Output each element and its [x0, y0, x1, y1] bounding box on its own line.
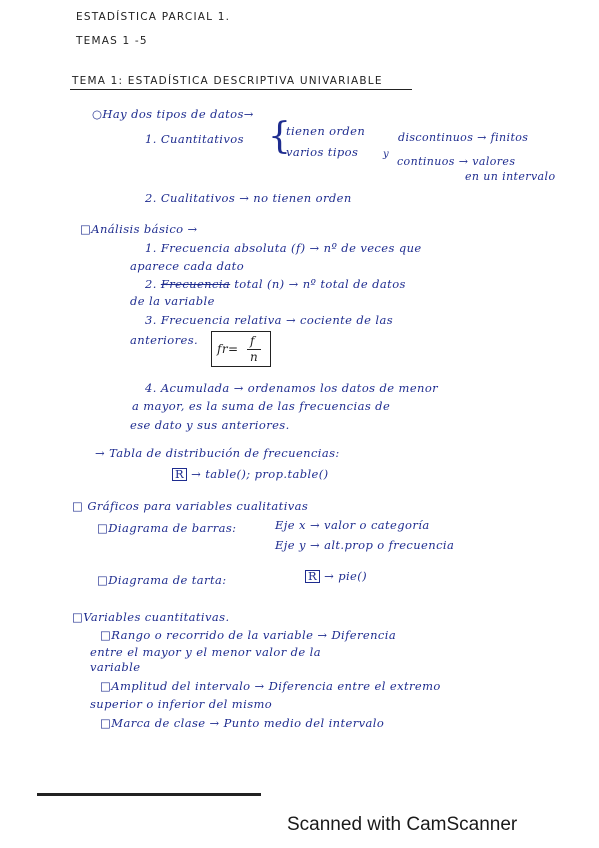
tema1-heading: TEMA 1: ESTADÍSTICA DESCRIPTIVA UNIVARIABLE [72, 75, 383, 87]
cuant-varios-tipos: varios tipos [286, 145, 359, 159]
rango-line-2: entre el mayor y el menor valor de la [90, 645, 322, 659]
continuos-line: continuos → valores [397, 155, 516, 168]
r-logo-icon: R [305, 570, 320, 583]
rango-line-3: variable [90, 660, 141, 674]
cuantitativas-heading: □Variables cuantitativas. [72, 610, 230, 624]
discontinuos-line: discontinuos → finitos [398, 131, 529, 144]
amplitud-line-2: superior o inferior del mismo [90, 697, 273, 711]
acumulada-line-3: ese dato y sus anteriores. [130, 418, 290, 432]
tabla-code-line [172, 467, 329, 481]
frecuencia-total-line [145, 277, 406, 291]
heading-underline [70, 89, 412, 90]
f2-number: 2. [145, 277, 157, 291]
cuantitativos-label: 1. Cuantitativos [145, 132, 244, 146]
cuant-tienen-orden: tienen orden [286, 124, 366, 138]
cualitativos-line: 2. Cualitativos → no tienen orden [145, 191, 352, 205]
pie-code-line [305, 569, 367, 583]
amplitud-line: □Amplitud del intervalo → Diferencia entre el extremo [100, 679, 441, 693]
tipos-intro: ○Hay dos tipos de datos→ [92, 107, 254, 121]
f2-text: total (n) → nº total de datos [234, 277, 406, 291]
frecuencia-total-line-2: de la variable [130, 294, 215, 308]
f2-struck-word: Frecuencia [160, 277, 231, 291]
cuant-y: y [383, 149, 390, 160]
marca-clase-line: □Marca de clase → Punto medio del intervalo [100, 716, 385, 730]
diagrama-barras-label: □Diagrama de barras: [97, 521, 237, 535]
page-subtitle: TEMAS 1 -5 [76, 35, 148, 47]
eje-x-line: Eje x → valor o categoría [275, 518, 430, 532]
frecuencia-relativa-line-2: anteriores. [130, 333, 199, 347]
eje-y-line: Eje y → alt.prop o frecuencia [275, 538, 455, 552]
rango-line: □Rango o recorrido de la variable → Diferencia [100, 628, 397, 642]
continuos-line-2: en un intervalo [465, 170, 556, 183]
tabla-code: → table(); prop.table() [191, 467, 329, 481]
camscanner-watermark: Scanned with CamScanner [287, 814, 518, 835]
frecuencia-relativa-line: 3. Frecuencia relativa → cociente de las [145, 313, 394, 327]
formula-lhs: fr= [217, 342, 239, 356]
acumulada-line: 4. Acumulada → ordenamos los datos de menor [145, 381, 439, 395]
graficos-heading: □ Gráficos para variables cualitativas [72, 499, 309, 513]
frecuencia-absoluta-line-2: aparece cada dato [130, 259, 245, 273]
tabla-distribucion-line: → Tabla de distribución de frecuencias: [95, 446, 340, 460]
r-logo-icon: R [172, 468, 187, 481]
diagrama-tarta-label: □Diagrama de tarta: [97, 573, 227, 587]
page-title: ESTADÍSTICA PARCIAL 1. [76, 11, 231, 23]
formula-denominator: n [250, 350, 259, 364]
formula-numerator: f [250, 334, 255, 348]
analisis-heading: □Análisis básico → [80, 222, 198, 236]
acumulada-line-2: a mayor, es la suma de las frecuencias de [132, 399, 391, 413]
formula-box [211, 331, 271, 367]
scan-edge-line [37, 793, 261, 796]
frecuencia-absoluta-line: 1. Frecuencia absoluta (f) → nº de veces que [145, 241, 422, 255]
pie-code: → pie() [324, 569, 368, 583]
left-brace-icon: { [268, 116, 291, 157]
